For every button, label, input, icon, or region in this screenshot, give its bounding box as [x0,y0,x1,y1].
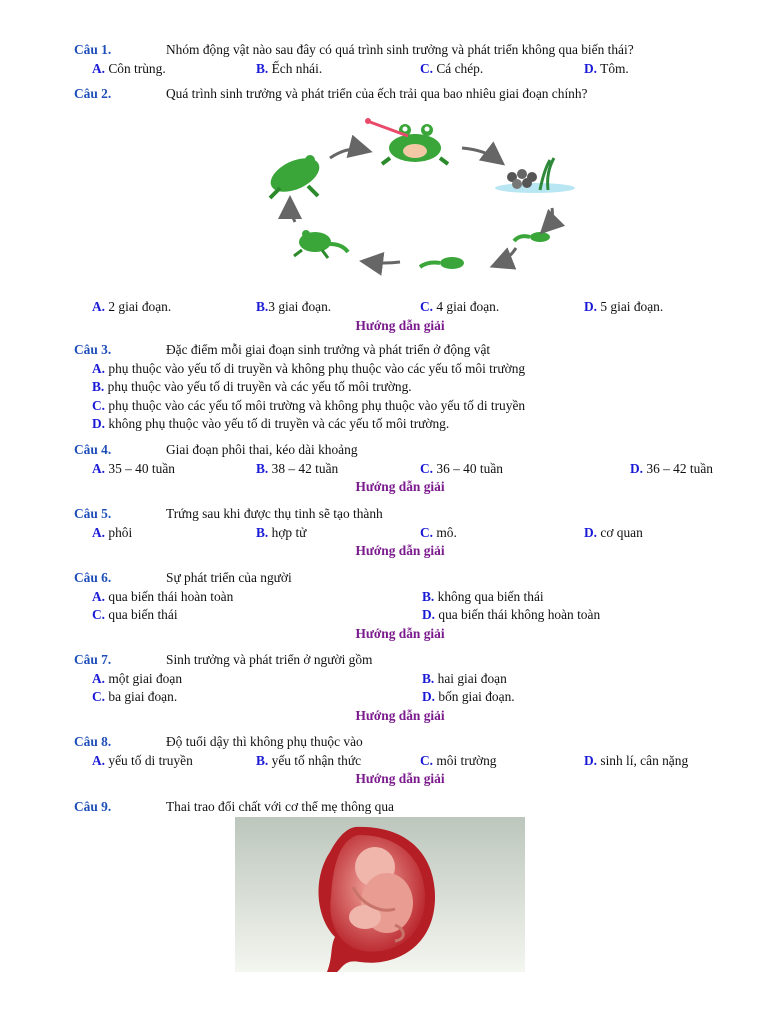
froglet-icon [294,230,348,258]
option-d[interactable]: D. bốn giai đoạn. [422,689,515,704]
answer-options [74,524,734,543]
solution-guide-heading: Hướng dẫn giải [355,707,445,723]
option-a[interactable]: A. 2 giai đoạn. [92,299,172,314]
option-d[interactable]: D. sinh lí, cân nặng [584,752,689,768]
option-a[interactable]: A. qua biến thái hoàn toàn [92,588,234,604]
question-text: Giai đoạn phôi thai, kéo dài khoảng [166,442,358,457]
question-text: Thai trao đổi chất với cơ thể mẹ thông qua [166,799,394,814]
question-4 [74,441,734,497]
option-d[interactable]: D. 5 giai đoạn. [584,299,664,314]
fetus-in-womb-figure [235,817,525,972]
option-d[interactable]: D. Tôm. [584,60,629,76]
question-number: Câu 9. [74,799,112,814]
option-c[interactable]: C. 36 – 40 tuần [420,460,503,476]
option-a[interactable]: A. yếu tố di truyền [92,752,193,768]
option-a[interactable]: A. một giai đoạn [92,670,183,686]
question-2 [74,85,734,104]
option-c[interactable]: C. Cá chép. [420,60,484,76]
option-b[interactable]: B. phụ thuộc vào yếu tố di truyền và các yếu tố môi trường. [92,379,412,394]
question-3 [74,341,734,434]
option-c[interactable]: C. 4 giai đoạn. [420,299,500,314]
option-c[interactable]: C. phụ thuộc vào các yếu tố môi trường và không phụ thuộc vào yếu tố di truyền [92,397,526,413]
question-text: Sinh trưởng và phát triển ở người gồm [166,652,373,667]
question-1 [74,41,734,78]
option-d[interactable]: D. cơ quan [584,524,643,540]
frog-life-cycle-figure [240,110,585,285]
option-c[interactable]: C. ba giai đoạn. [92,689,178,704]
adult-frog-icon [365,118,448,164]
tadpole-with-legs-icon [420,257,464,269]
cycle-arrow-icon [498,248,516,264]
option-a[interactable]: A. phụ thuộc vào yếu tố di truyền và không phụ thuộc vào các yếu tố môi trường [92,360,526,376]
answer-options-row-2 [74,688,734,707]
tadpole-icon [514,232,550,242]
question-number: Câu 3. [74,342,112,357]
answer-options-row-1 [74,670,734,689]
question-number: Câu 5. [74,506,112,521]
solution-guide-heading: Hướng dẫn giải [355,317,445,333]
question-9 [74,798,734,817]
young-frog-icon [266,151,325,198]
solution-guide-heading: Hướng dẫn giải [355,771,445,786]
question-number: Câu 1. [74,42,112,57]
option-d[interactable]: D. qua biến thái không hoàn toàn [422,607,601,622]
option-c[interactable]: C. môi trường [420,752,497,768]
cycle-arrow-icon [290,204,295,222]
question-number: Câu 7. [74,652,112,667]
option-d[interactable]: D. 36 – 42 tuần [630,460,713,476]
question-number: Câu 2. [74,86,112,101]
cycle-arrow-icon [546,208,552,228]
answer-options-row-2 [74,606,734,625]
answer-options [74,298,734,317]
question-2-answers [74,298,734,335]
question-number: Câu 4. [74,442,112,457]
question-number: Câu 6. [74,570,112,585]
question-text: Trứng sau khi được thụ tinh sẽ tạo thành [166,506,383,521]
option-b[interactable]: B. hai giai đoạn [422,670,507,686]
answer-options [74,752,734,771]
question-text: Đặc điểm mỗi giai đoạn sinh trưởng và phát triển ở động vật [166,342,491,357]
option-a[interactable]: A. Côn trùng. [92,60,166,76]
option-b[interactable]: B.3 giai đoạn. [256,299,332,314]
question-text: Độ tuổi dậy thì không phụ thuộc vào [166,734,363,749]
option-a[interactable]: A. 35 – 40 tuần [92,460,175,476]
option-a[interactable]: A. phôi [92,524,133,540]
option-c[interactable]: C. mô. [420,524,457,540]
answer-options-row-1 [74,588,734,607]
question-text: Sự phát triển của người [166,570,292,585]
cycle-arrow-icon [330,149,364,158]
question-7 [74,651,734,725]
cycle-arrow-icon [368,262,400,263]
cycle-arrow-icon [462,148,498,160]
option-b[interactable]: B. Ếch nhái. [256,60,323,76]
question-text: Quá trình sinh trưởng và phát triển của ếch trải qua bao nhiêu giai đoạn chính? [166,86,588,101]
option-b[interactable]: B. không qua biến thái [422,588,544,604]
option-c[interactable]: C. qua biến thái [92,607,178,622]
option-b[interactable]: B. yếu tố nhận thức [256,752,362,768]
question-text: Nhóm động vật nào sau đây có quá trình sinh trưởng và phát triển không qua biến thái? [166,42,634,57]
option-b[interactable]: B. hợp tử [256,524,307,540]
question-8 [74,733,734,789]
frog-eggs-icon [495,158,575,193]
option-b[interactable]: B. 38 – 42 tuần [256,460,339,476]
solution-guide-heading: Hướng dẫn giải [355,543,445,558]
solution-guide-heading: Hướng dẫn giải [355,625,445,641]
question-5 [74,505,734,561]
solution-guide-heading: Hướng dẫn giải [355,479,445,494]
answer-options [74,460,734,479]
option-d[interactable]: D. không phụ thuộc vào yếu tố di truyền và các yếu tố môi trường. [92,416,450,431]
answer-options [74,60,734,79]
question-6 [74,569,734,643]
question-number: Câu 8. [74,734,112,749]
